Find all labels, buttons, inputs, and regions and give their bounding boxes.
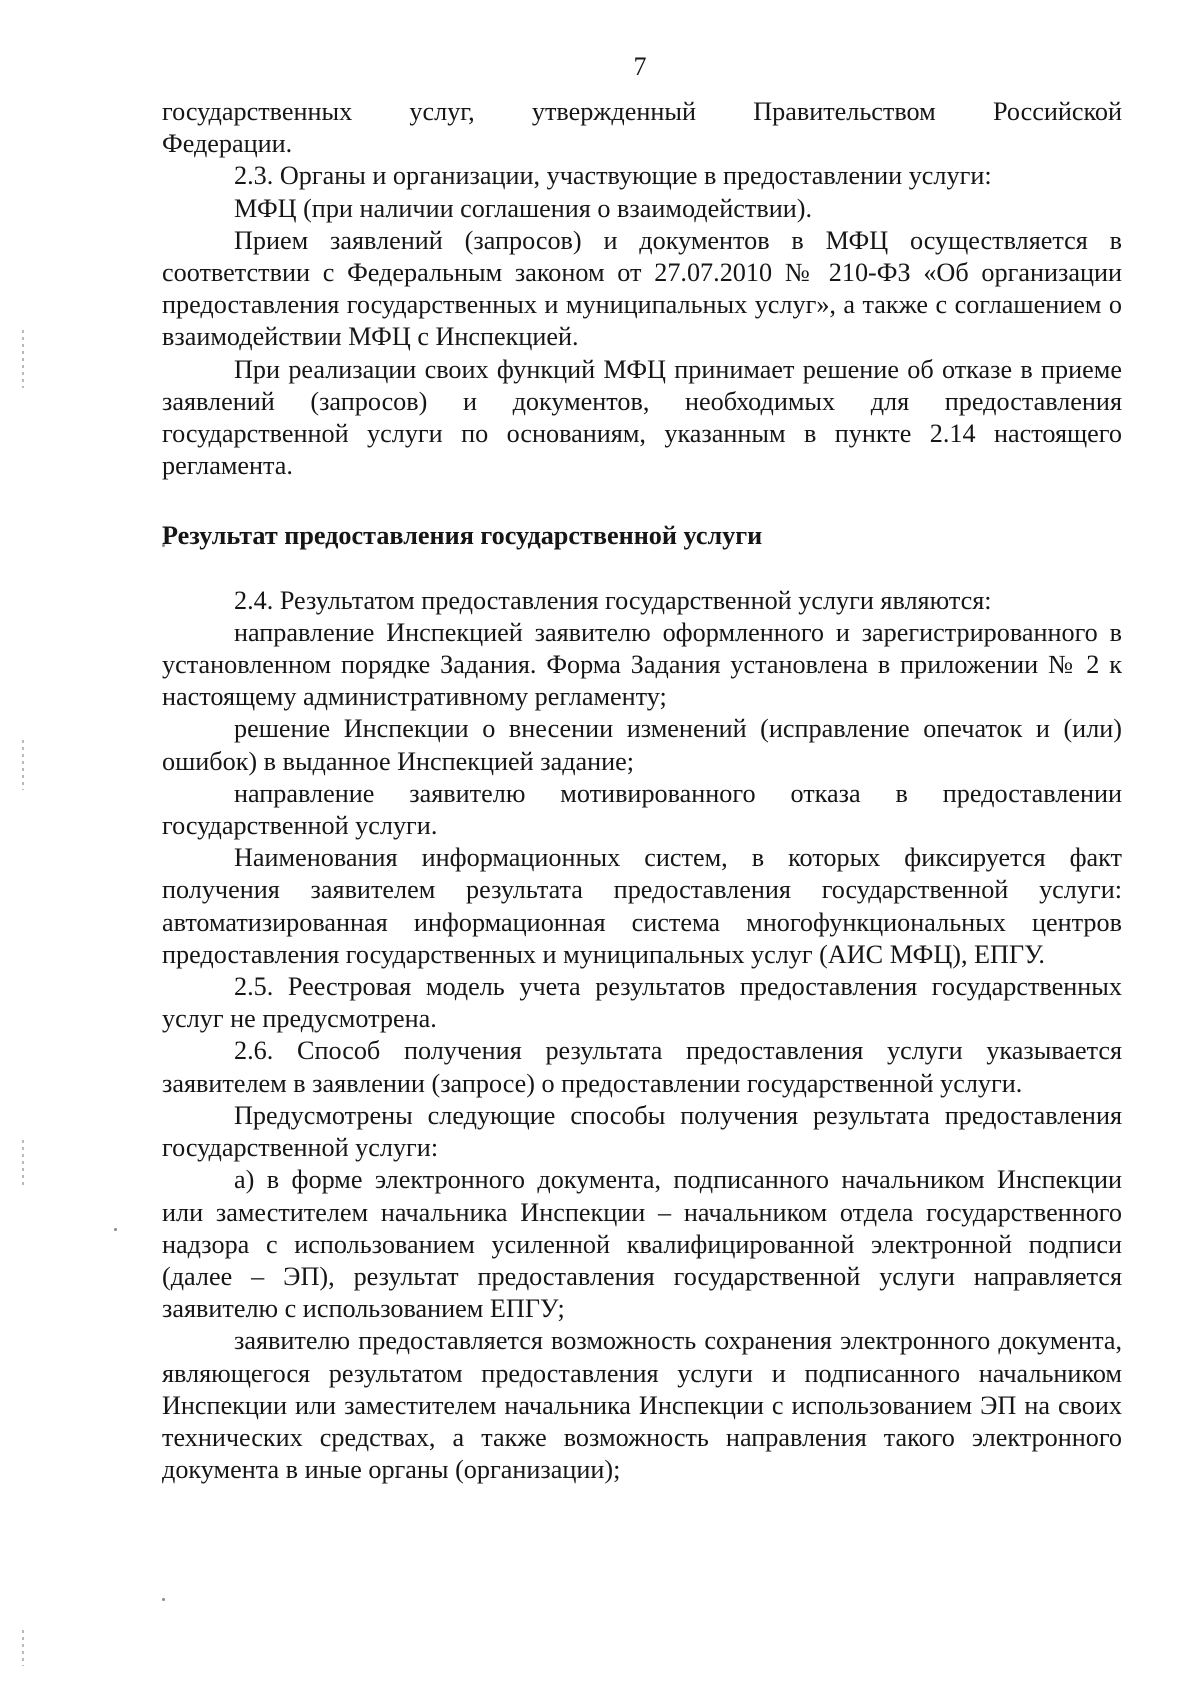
paragraph: МФЦ (при наличии соглашения о взаимодействии). <box>234 193 812 223</box>
paragraph: а) в форме электронного документа, подписанного начальником Инспекции или заместителем начальника Инспекции – начальником отдела государственного надзора с использованием усиленной квалифицированной электронной подписи (далее – ЭП), результат предоставления государственной услуги направляется заявителю с использованием ЕПГУ; <box>162 1165 1122 1324</box>
paragraph: государственных услуг, утвержденный Правительством Российской <box>162 97 1122 126</box>
margin-scan-mark <box>22 1630 24 1666</box>
margin-scan-mark <box>22 1140 24 1186</box>
paragraph: Прием заявлений (запросов) и документов в МФЦ осуществляется в соответствии с Федеральным законом от 27.07.2010 № 210-ФЗ «Об организации предоставления государственных и муниципальных услуг», а также с соглашением о взаимодействии МФЦ с Инспекцией. <box>162 225 1122 352</box>
paragraph: решение Инспекции о внесении изменений (исправление опечаток и (или) ошибок) в выданное Инспекцией задание; <box>162 714 1122 776</box>
paragraph: 2.6. Способ получения результата предоставления услуги указывается заявителем в заявлении (запросе) о предоставлении государственной услуги. <box>162 1036 1122 1098</box>
margin-scan-mark <box>22 740 24 790</box>
paragraph: При реализации своих функций МФЦ принимает решение об отказе в приеме заявлений (запросов) и документов, необходимых для предоставления государственной услуги по основаниям, указанным в пункте 2.14 настоящего регламента. <box>162 354 1122 481</box>
document-body <box>162 96 1122 1486</box>
paragraph: 2.5. Реестровая модель учета результатов предоставления государственных услуг не предусмотрена. <box>162 972 1122 1034</box>
margin-scan-mark <box>22 330 24 388</box>
paragraph: Наименования информационных систем, в которых фиксируется факт получения заявителем результата предоставления государственной услуги: автоматизированная информационная система многофункциональных центров предоставления государственных и муниципальных услуг (АИС МФЦ), ЕПГУ. <box>162 843 1122 969</box>
paragraph: заявителю предоставляется возможность сохранения электронного документа, являющегося результатом предоставления услуги и подписанного начальником Инспекции или заместителем начальника Инспекции с использованием ЭП на своих технических средствах, а также возможность направления такого электронного документа в иные органы (организации); <box>162 1326 1122 1485</box>
paragraph: направление заявителю мотивированного отказа в предоставлении государственной услуги. <box>162 778 1122 841</box>
paragraph: Предусмотрены следующие способы получения результата предоставления государственной услуги: <box>162 1100 1122 1163</box>
scan-speck <box>114 1228 117 1231</box>
paragraph: 2.3. Органы и организации, участвующие в предоставлении услуги: <box>234 161 992 191</box>
section-heading: Результат предоставления государственной услуги <box>162 521 763 551</box>
paragraph: 2.4. Результатом предоставления государственной услуги являются: <box>234 585 992 615</box>
page-number: 7 <box>633 52 647 81</box>
paragraph: направление Инспекцией заявителю оформленного и зарегистрированного в установленном порядке Задания. Форма Задания установлена в приложении № 2 к настоящему административному регламенту; <box>162 617 1122 712</box>
scan-speck <box>162 1598 165 1601</box>
paragraph: Федерации. <box>162 129 293 159</box>
